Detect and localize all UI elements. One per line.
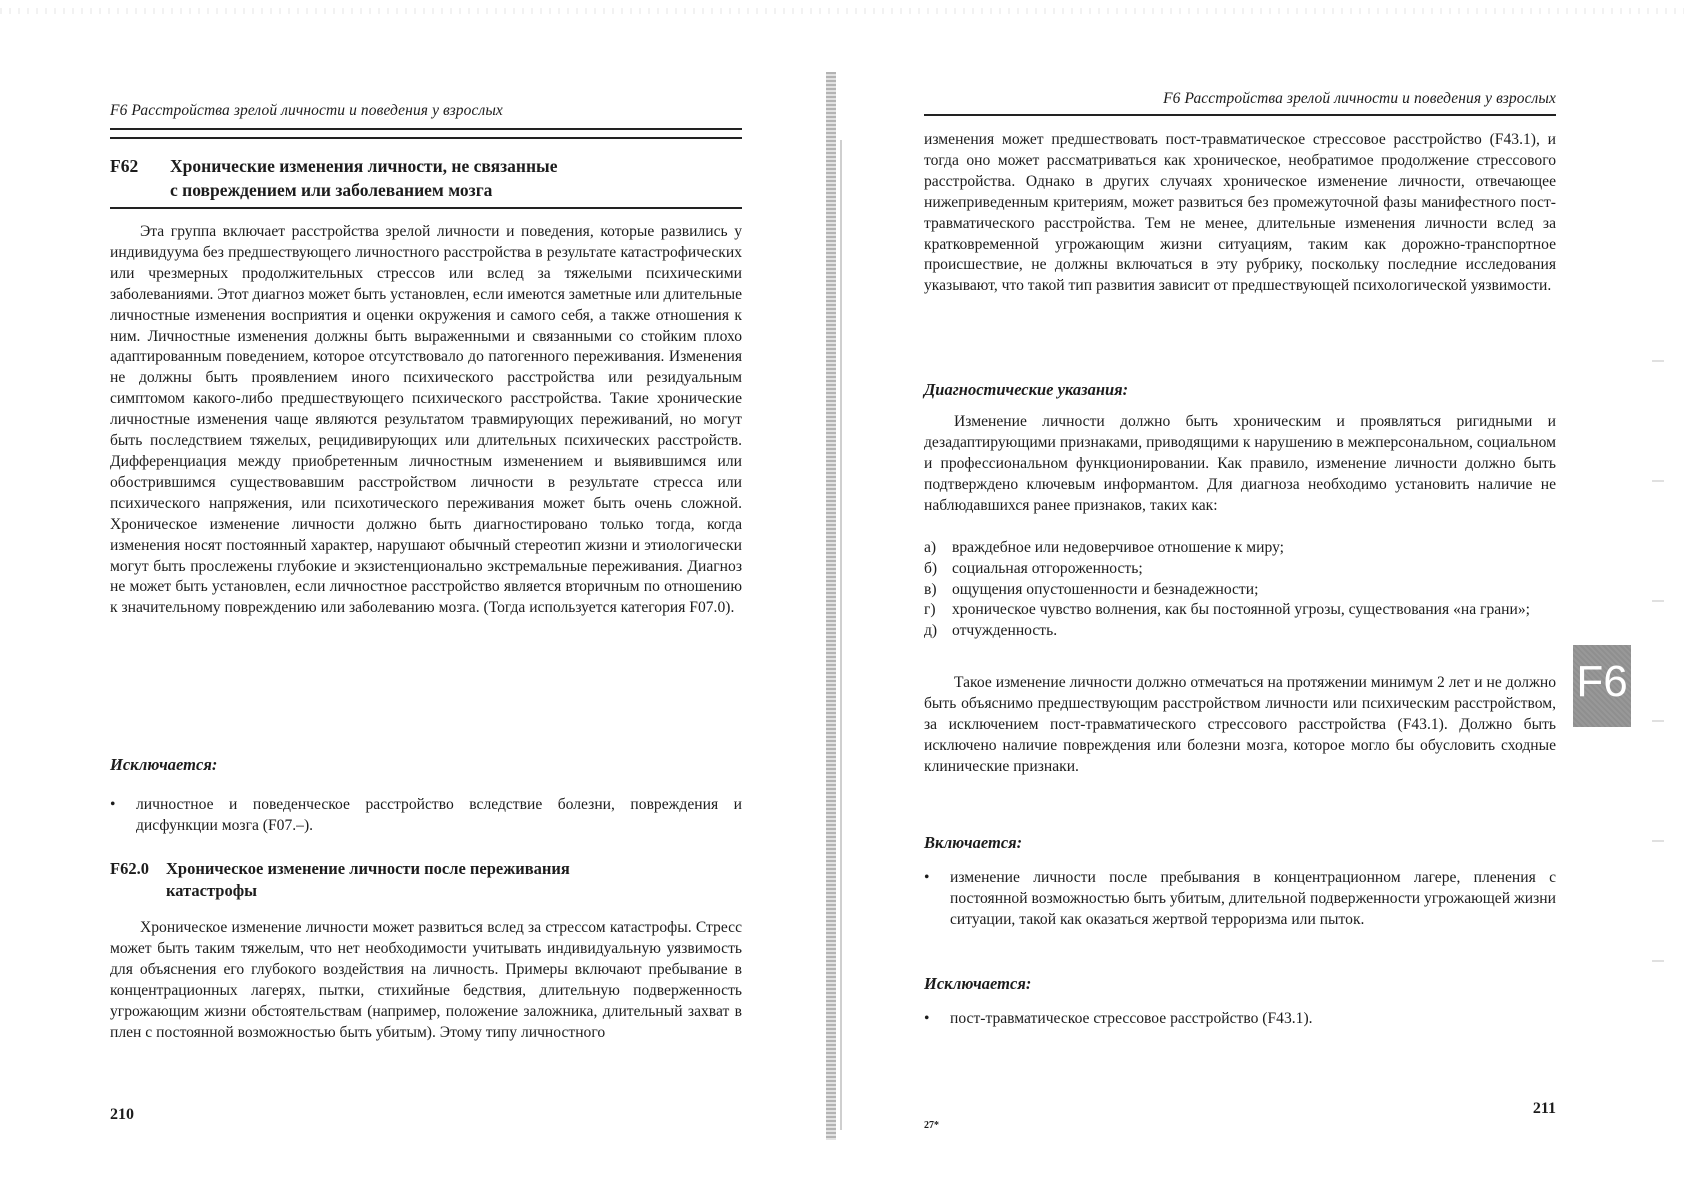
criteria-text: хроническое чувство волнения, как бы постоянной угрозы, существования «на грани»; bbox=[952, 601, 1530, 619]
criteria-item bbox=[924, 538, 1556, 559]
duration-paragraph: Такое изменение личности должно отмечаться на протяжении минимум 2 лет и не должно быть объяснимо предшествующим расстройством личности или психическим расстройством, за исключением пост-травматического стрессового расстройства (F43.1). Должно быть исключено наличие повреждения или болезни мозга, которое могло бы обусловить сходные клинические признаки. bbox=[924, 674, 1556, 775]
includes-item: изменение личности после пребывания в концентрационном лагере, пленения с постоянной возможностью быть убитым, длительной подверженности угрожающей жизни ситуации, такой как оказаться жертвой терроризма или пыток. bbox=[950, 869, 1556, 928]
section-code: F62 bbox=[110, 156, 139, 176]
running-head: F6 Расстройства зрелой личности и поведения у взрослых bbox=[1163, 90, 1556, 107]
header-rule bbox=[110, 128, 742, 130]
section-rule-top bbox=[110, 137, 742, 139]
diagnostic-heading: Диагностические указания: bbox=[924, 380, 1129, 399]
section-rule-bottom bbox=[110, 207, 742, 209]
criteria-letter: а) bbox=[924, 539, 937, 556]
criteria-letter: г) bbox=[924, 601, 936, 619]
subsection-code: F62.0 bbox=[110, 859, 149, 878]
criteria-letter: в) bbox=[924, 580, 937, 598]
criteria-text: социальная отгороженность; bbox=[952, 559, 1143, 577]
criteria-letter: д) bbox=[924, 622, 938, 640]
subsection-paragraph: Хроническое изменение личности может развиться вслед за стрессом катастрофы. Стресс может быть таким тяжелым, что нет необходимости учитывать индивидуальную уязвимость для объяснения его глубокого воздействия на личность. Примеры включают пребывание в концентрационных лагерях, пытки, стихийные бедствия, длительную подверженность угрожающим жизни обстоятельствам (например, положение заложника, длительный захват в плен с постоянной возможностью быть убитым). Этому типу личностного bbox=[110, 919, 742, 1041]
scan-noise bbox=[0, 8, 1684, 14]
excludes-item: пост-травматическое стрессовое расстройство (F43.1). bbox=[950, 1010, 1313, 1027]
includes-heading: Включается: bbox=[924, 833, 1023, 852]
subsection-title-line-1: Хроническое изменение личности после переживания bbox=[166, 859, 570, 878]
section-title-line-1: Хронические изменения личности, не связанные bbox=[170, 156, 558, 176]
criteria-text: враждебное или недоверчивое отношение к миру; bbox=[952, 539, 1284, 556]
subsection-title-line-2: катастрофы bbox=[166, 881, 257, 900]
excludes-item: личностное и поведенческое расстройство вследствие болезни, повреждения и дисфункции мозга (F07.–). bbox=[136, 796, 742, 834]
page-number: 211 bbox=[1532, 1100, 1556, 1117]
excludes-heading: Исключается: bbox=[924, 974, 1032, 993]
continuation-paragraph: изменения может предшествовать пост-травматическое стрессовое расстройство (F43.1), и тогда оно может рассматриваться как хроническое, необратимое продолжение стрессового расстройства. Однако в других случаях хроническое изменение личности, отвечающее нижеприведенным критериям, может развиться без промежуточной фазы манифестного пост-травматического расстройства. Тем не менее, длительные изменения личности вслед за кратковременной угрожающим жизни ситуациям, таким как дорожно-транспортное происшествие, не должны включаться в эту рубрику, поскольку последние исследования указывают, что такой тип развития зависит от предшествующей психологической уязвимости. bbox=[924, 131, 1556, 295]
criteria-list bbox=[924, 538, 1556, 642]
bullet-marker: • bbox=[924, 1010, 930, 1027]
subsection-title-text bbox=[166, 858, 726, 902]
excludes-heading: Исключается: bbox=[110, 755, 218, 774]
intro-paragraph: Эта группа включает расстройства зрелой личности и поведения, которые развились у индивидуума без предшествующего личностного расстройства в результате катастрофических или чрезмерных продолжительных стрессов или вслед за тяжелыми психическими заболеваниями. Этот диагноз может быть установлен, если имеются заметные или длительные личностные изменения восприятия и оценки окружения и самого себя, а также отношения к ним. Личностные изменения должны быть выраженными и связанными со стойким плохо адаптированным поведением, которое отсутствовало до патогенного переживания. Изменения не должны быть проявлением иного психического расстройства или резидуальным симптомом какого-либо предшествующего психического расстройства. Такие хронические личностные изменения чаще являются результатом травмирующих переживаний, но могут быть последствием тяжелых, рецидивирующих или длительных психических расстройств. Дифференциация между приобретенным личностным изменением и выявившимся или обострившимся существовавшим расстройством личности в результате стресса или психического напряжения, или психотического переживания может быть очень сложной. Хроническое изменение личности должно быть диагностировано только тогда, когда изменения носят постоянный характер, нарушают обычный стереотип жизни и этиологически могут быть прослежены глубокие и экзистенционально экстремальные переживания. Диагноз не может быть установлен, если личностное расстройство является вторичным по отношению к значительному повреждению или заболеванию мозга. (Тогда используется категория F07.0). bbox=[110, 223, 742, 617]
signature-mark: 27* bbox=[924, 1120, 939, 1131]
section-title-line-2: с повреждением или заболеванием мозга bbox=[170, 180, 493, 200]
diagnostic-paragraph: Изменение личности должно быть хроническим и проявляться ригидными и дезадаптирующими признаками, приводящими к нарушению в межперсональном, социальном и профессиональном функционировании. Как правило, изменение личности должно быть подтверждено ключевым информантом. Для диагноза необходимо установить наличие не наблюдавшихся ранее признаков, таких как: bbox=[924, 413, 1556, 514]
header-rule bbox=[924, 114, 1556, 116]
section-title-text bbox=[170, 154, 730, 202]
criteria-text: отчужденность. bbox=[952, 622, 1058, 640]
criteria-letter: б) bbox=[924, 559, 938, 577]
criteria-item bbox=[924, 600, 1556, 621]
criteria-text: ощущения опустошенности и безнадежности; bbox=[952, 580, 1259, 598]
chapter-tab-label: F6 bbox=[1576, 657, 1628, 706]
running-head: F6 Расстройства зрелой личности и поведения у взрослых bbox=[110, 102, 503, 119]
criteria-item bbox=[924, 621, 1556, 642]
chapter-tab bbox=[1573, 645, 1631, 727]
criteria-item bbox=[924, 559, 1556, 580]
bullet-marker: • bbox=[110, 796, 116, 813]
page-number: 210 bbox=[110, 1106, 134, 1123]
page-edge-marks bbox=[1652, 300, 1664, 1060]
gutter-shadow bbox=[840, 140, 842, 1130]
criteria-item bbox=[924, 580, 1556, 601]
bullet-marker: • bbox=[924, 869, 930, 886]
book-gutter bbox=[826, 72, 836, 1140]
